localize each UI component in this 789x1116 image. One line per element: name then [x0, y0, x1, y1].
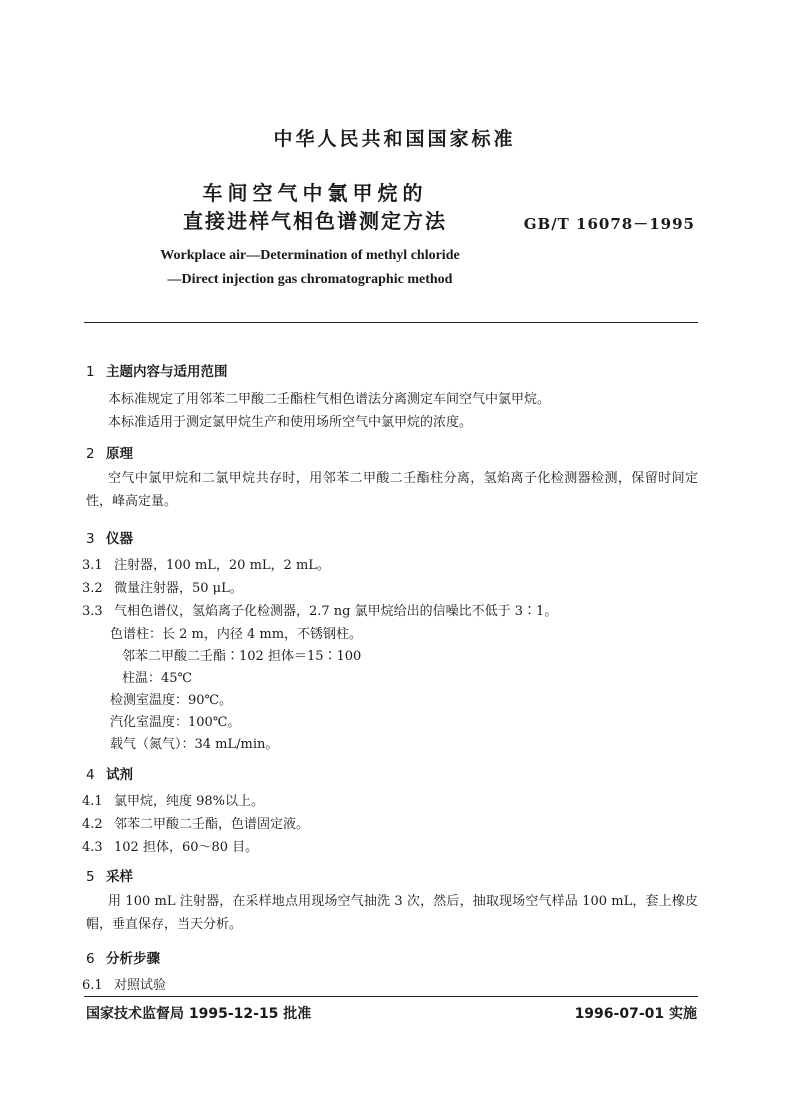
section-1-heading	[86, 360, 228, 380]
section-number: 6	[86, 951, 95, 967]
item-number: 3.2	[82, 581, 103, 596]
packing-spec: 邻苯二甲酸二壬酯∶102 担体＝15∶100	[122, 649, 362, 664]
section-number: 3	[86, 531, 95, 547]
detector-temperature: 检测室温度：90℃。	[110, 693, 233, 708]
section-5-paragraph: 用 100 mL 注射器，在采样地点用现场空气抽洗 3 次，然后，抽取现场空气样品 100 mL，套上橡皮帽，垂直保存，当天分析。	[86, 894, 698, 932]
list-item-4-2	[82, 813, 309, 832]
section-title: 采样	[106, 869, 133, 885]
section-5-heading	[86, 865, 133, 885]
item-number: 4.1	[82, 794, 103, 809]
section-title: 试剂	[106, 767, 133, 783]
item-text: 氯甲烷，纯度 98%以上。	[114, 794, 265, 809]
standard-type: 中华人民共和国国家标准	[273, 128, 516, 150]
section-number: 2	[86, 446, 95, 462]
item-text: 微量注射器，50 μL。	[114, 581, 243, 596]
section-2-paragraph: 空气中氯甲烷和二氯甲烷共存时，用邻苯二甲酸二壬酯柱分离，氢焰离子化检测器检测，保留时间定性，峰高定量。	[86, 471, 698, 509]
section-6-heading	[86, 947, 160, 967]
approval-date: 国家技术监督局 1995-12-15 批准	[86, 1006, 312, 1022]
item-text: 气相色谱仪，氢焰离子化检测器，2.7 ng 氯甲烷给出的信噪比不低于 3∶1。	[114, 604, 558, 619]
section-2-heading	[86, 442, 133, 462]
vaporizer-temperature: 汽化室温度：100℃。	[110, 715, 241, 730]
document-title-line-1: 车间空气中氯甲烷的	[202, 181, 428, 205]
section-3-heading	[86, 527, 133, 547]
section-4-heading	[86, 763, 133, 783]
section-title: 仪器	[106, 531, 133, 547]
implementation-date: 1996-07-01 实施	[574, 1006, 697, 1022]
item-number: 3.1	[82, 558, 103, 573]
item-text: 102 担体，60～80 目。	[114, 840, 259, 855]
item-number: 4.2	[82, 817, 103, 832]
section-title: 分析步骤	[106, 951, 160, 967]
document-title-line-2: 直接进样气相色谱测定方法	[183, 209, 447, 233]
section-number: 5	[86, 869, 95, 885]
section-number: 4	[86, 767, 95, 783]
footer-divider	[84, 996, 698, 997]
item-text: 注射器，100 mL，20 mL，2 mL。	[114, 558, 330, 573]
list-item-3-3	[82, 600, 557, 619]
list-item-4-1	[82, 790, 264, 809]
item-number: 4.3	[82, 840, 103, 855]
list-item-3-2	[82, 577, 243, 596]
section-1-paragraph-1: 本标准规定了用邻苯二甲酸二壬酯柱气相色谱法分离测定车间空气中氯甲烷。	[108, 392, 551, 407]
section-title: 主题内容与适用范围	[106, 364, 228, 380]
section-1-paragraph-2: 本标准适用于测定氯甲烷生产和使用场所空气中氯甲烷的浓度。	[108, 415, 473, 430]
column-spec: 色谱柱：长 2 m，内径 4 mm，不锈钢柱。	[110, 627, 363, 642]
english-title-line-2: —Direct injection gas chromatographic method	[167, 272, 453, 287]
item-text: 对照试验	[114, 978, 167, 993]
list-item-4-3	[82, 836, 258, 855]
carrier-gas: 载气（氮气）：34 mL/min。	[110, 737, 279, 752]
section-title: 原理	[106, 446, 133, 462]
item-number: 3.3	[82, 604, 103, 619]
header-divider	[84, 322, 698, 323]
column-temperature: 柱温：45℃	[122, 671, 193, 686]
list-item-3-1	[82, 554, 330, 573]
section-number: 1	[86, 364, 95, 380]
item-number: 6.1	[82, 978, 103, 993]
english-title-line-1: Workplace air—Determination of methyl chloride	[160, 248, 460, 263]
item-text: 邻苯二甲酸二壬酯，色谱固定液。	[114, 817, 310, 832]
list-item-6-1	[82, 974, 166, 993]
standard-number: GB/T 16078－1995	[523, 215, 695, 233]
